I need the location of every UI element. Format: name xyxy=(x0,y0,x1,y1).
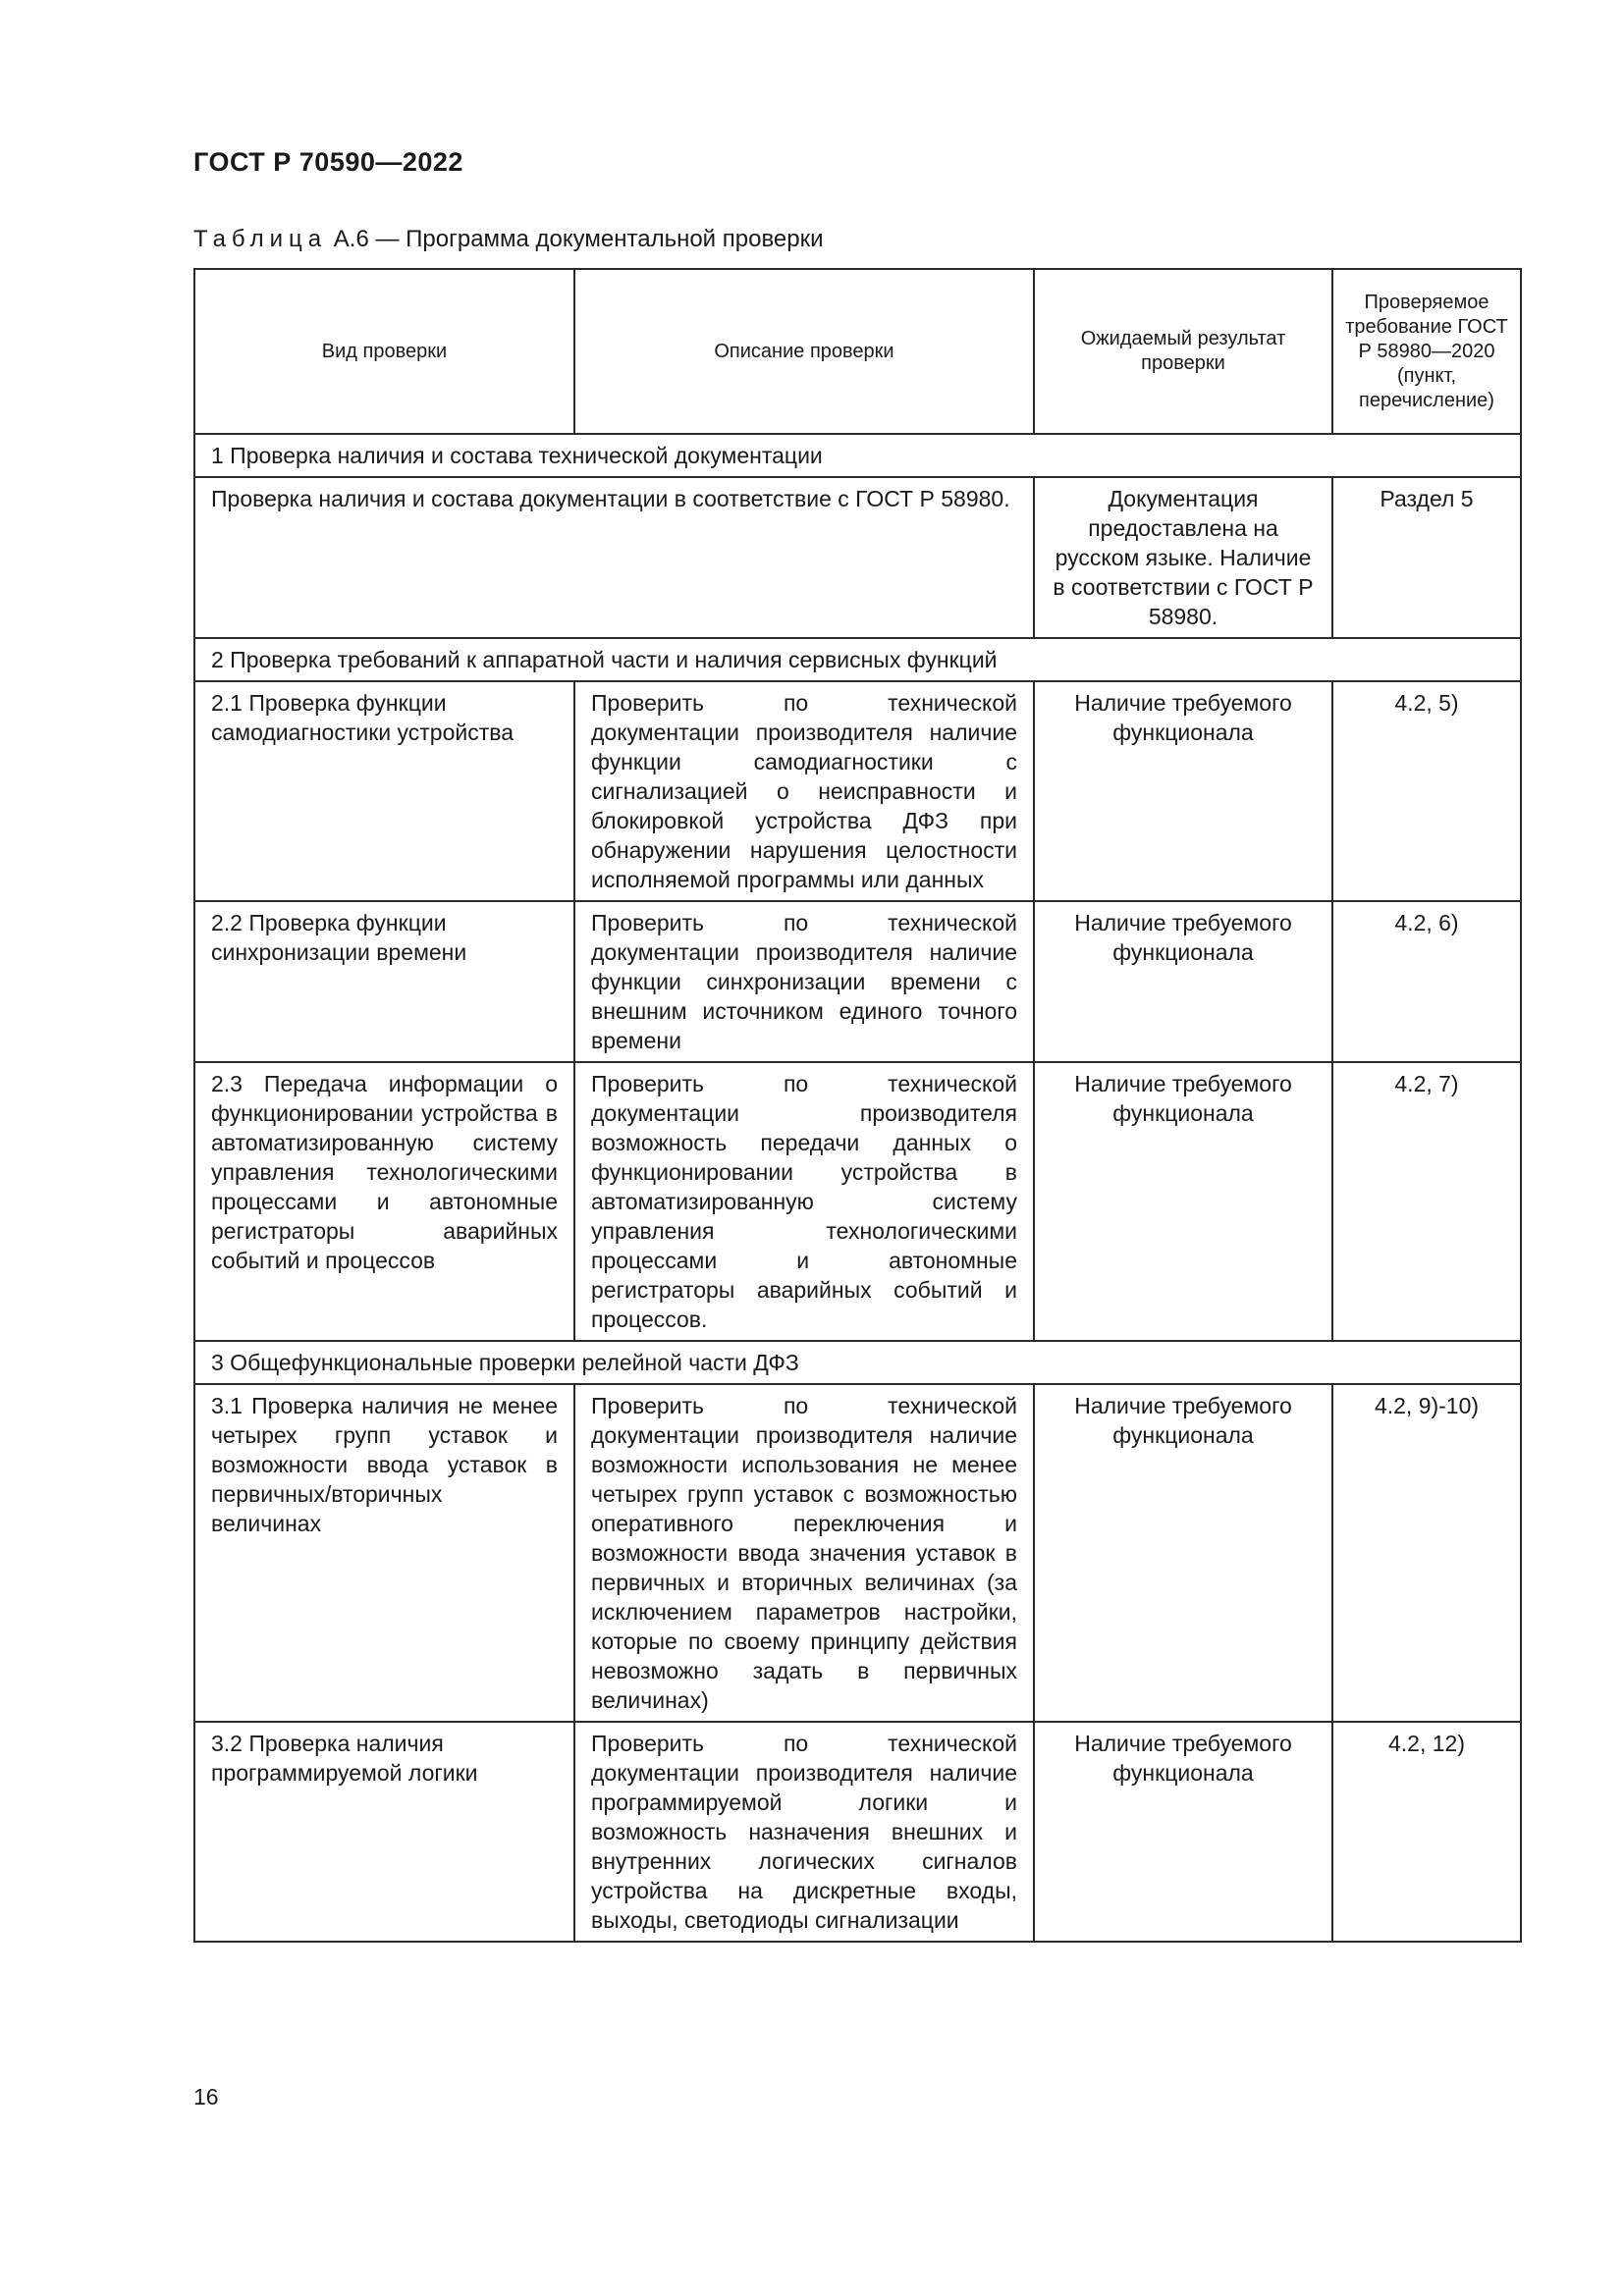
table-row xyxy=(194,1722,1521,1942)
cell-description: Проверить по технической документации производителя наличие функции синхронизации времени с внешним источником единого точного времени xyxy=(574,901,1034,1062)
verification-program-table xyxy=(193,268,1522,1943)
table-caption-text: А.6 — Программа документальной проверки xyxy=(333,226,824,252)
cell-result: Наличие требуемого функционала xyxy=(1034,901,1332,1062)
table-row xyxy=(194,1062,1521,1341)
section-row xyxy=(194,1341,1521,1384)
table-row xyxy=(194,477,1521,638)
section-title: 3 Общефункциональные проверки релейной части ДФЗ xyxy=(194,1341,1521,1384)
cell-description: Проверить по технической документации производителя возможность передачи данных о функционировании устройства в автоматизированную систему управления технологическими процессами и автономные регистраторы аварийных событий и процессов. xyxy=(574,1062,1034,1341)
section-row xyxy=(194,638,1521,681)
cell-check: 3.2 Проверка наличия программируемой логики xyxy=(194,1722,574,1942)
column-header-requirement: Проверяемое требование ГОСТ Р 58980—2020 (пункт, перечисление) xyxy=(1332,269,1521,434)
cell-result: Наличие требуемого функционала xyxy=(1034,1384,1332,1722)
cell-description: Проверить по технической документации производителя наличие возможности использования не менее четырех групп уставок с возможностью оперативного переключения и возможности ввода значения уставок в первичных и вторичных величинах (за исключением параметров настройки, которые по своему принципу действия невозможно задать в первичных величинах) xyxy=(574,1384,1034,1722)
cell-check: 2.2 Проверка функции синхронизации времени xyxy=(194,901,574,1062)
column-header-expected-result: Ожидаемый результат проверки xyxy=(1034,269,1332,434)
cell-requirement: Раздел 5 xyxy=(1332,477,1521,638)
cell-result: Наличие требуемого функционала xyxy=(1034,1722,1332,1942)
cell-description: Проверить по технической документации производителя наличие функции самодиагностики с сигнализацией о неисправности и блокировкой устройства ДФЗ при обнаружении нарушения целостности исполняемой программы или данных xyxy=(574,681,1034,901)
cell-check: 2.1 Проверка функции самодиагностики устройства xyxy=(194,681,574,901)
cell-check: 2.3 Передача информации о функционировании устройства в автоматизированную систему управления технологическими процессами и автономные регистраторы аварийных событий и процессов xyxy=(194,1062,574,1341)
page-number: 16 xyxy=(193,2084,219,2109)
table-row xyxy=(194,901,1521,1062)
column-header-description: Описание проверки xyxy=(574,269,1034,434)
cell-requirement: 4.2, 6) xyxy=(1332,901,1521,1062)
cell-check: Проверка наличия и состава документации в соответствие с ГОСТ Р 58980. xyxy=(194,477,1034,638)
table-caption-label: Таблица xyxy=(193,226,328,252)
cell-result: Документация предоставлена на русском языке. Наличие в соответствии с ГОСТ Р 58980. xyxy=(1034,477,1332,638)
column-header-check-type: Вид проверки xyxy=(194,269,574,434)
table-row xyxy=(194,1384,1521,1722)
section-title: 1 Проверка наличия и состава технической документации xyxy=(194,434,1521,477)
cell-requirement: 4.2, 9)-10) xyxy=(1332,1384,1521,1722)
section-title: 2 Проверка требований к аппаратной части и наличия сервисных функций xyxy=(194,638,1521,681)
table-header-row xyxy=(194,269,1521,434)
cell-requirement: 4.2, 7) xyxy=(1332,1062,1521,1341)
cell-requirement: 4.2, 5) xyxy=(1332,681,1521,901)
section-row xyxy=(194,434,1521,477)
document-id: ГОСТ Р 70590—2022 xyxy=(193,147,463,177)
table-caption xyxy=(193,226,824,253)
cell-result: Наличие требуемого функционала xyxy=(1034,681,1332,901)
cell-requirement: 4.2, 12) xyxy=(1332,1722,1521,1942)
table-row xyxy=(194,681,1521,901)
cell-description: Проверить по технической документации производителя наличие программируемой логики и возможность назначения внешних и внутренних логических сигналов устройства на дискретные входы, выходы, светодиоды сигнализации xyxy=(574,1722,1034,1942)
cell-result: Наличие требуемого функционала xyxy=(1034,1062,1332,1341)
cell-check: 3.1 Проверка наличия не менее четырех групп уставок и возможности ввода уставок в первичных/вторичных величинах xyxy=(194,1384,574,1722)
